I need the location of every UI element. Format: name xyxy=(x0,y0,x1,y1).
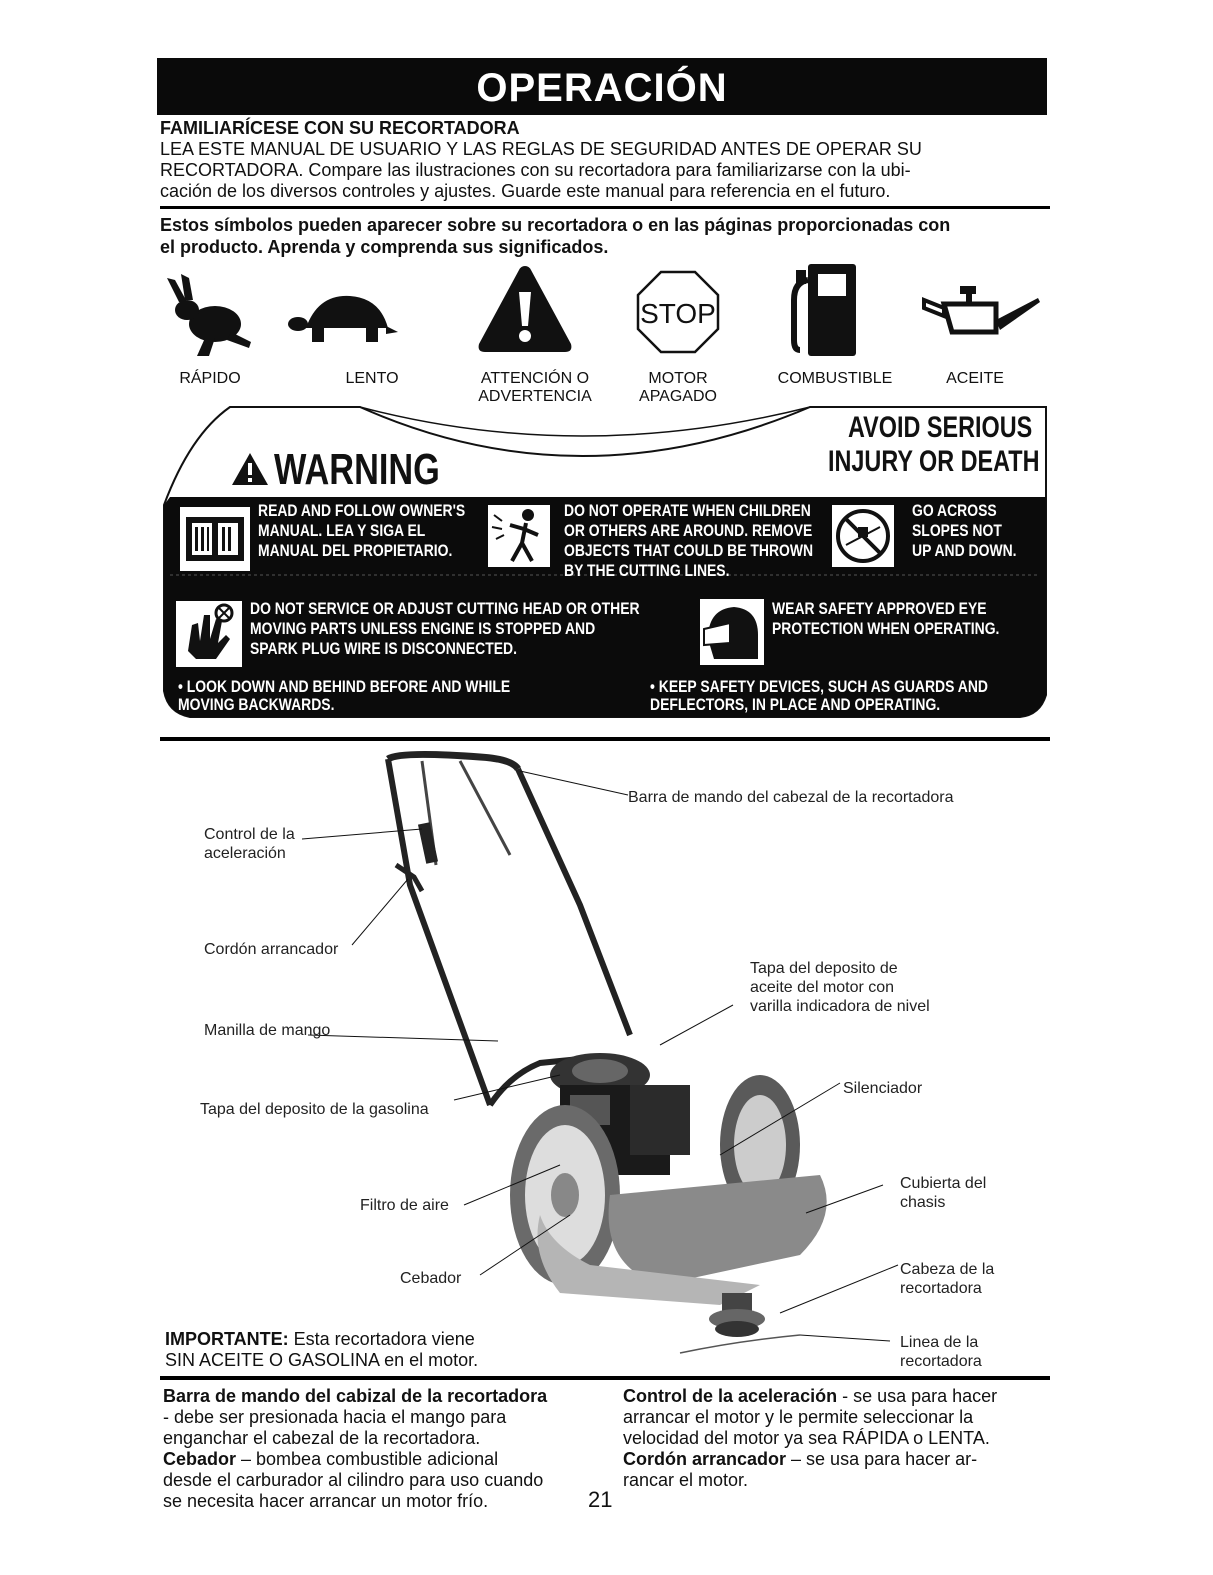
oil-can-icon xyxy=(922,280,1042,340)
callout-deck-1: Cubierta del xyxy=(900,1175,987,1192)
intro-line-3: cación de los diversos controles y ajustes. Guarde este manual para referencia en el futuro. xyxy=(160,181,891,201)
row1-msg2-line2: OR OTHERS ARE AROUND. REMOVE xyxy=(564,521,813,540)
row1-msg2-line4: BY THE CUTTING LINES. xyxy=(564,561,730,580)
def-bail-line-1: - debe ser presionada hacia el mango para xyxy=(163,1407,507,1427)
callout-fuelcap: Tapa del deposito de la gasolina xyxy=(200,1101,429,1118)
def-throttle-term: Control de la aceleración xyxy=(623,1386,838,1406)
symbol-label-motor: MOTOR xyxy=(648,370,708,387)
bullet2-line1: • KEEP SAFETY DEVICES, SUCH AS GUARDS AND xyxy=(650,677,988,696)
avoid-line-1: AVOID SERIOUS xyxy=(848,411,1033,444)
divider xyxy=(160,737,1050,741)
def-starter-line-1: – se usa para hacer ar- xyxy=(786,1449,978,1469)
avoid-line-2: INJURY OR DEATH xyxy=(828,445,1040,478)
row2-msg1-line3: SPARK PLUG WIRE IS DISCONNECTED. xyxy=(250,639,517,658)
warning-title-text: WARNING xyxy=(274,445,440,494)
row1-msg3-line3: UP AND DOWN. xyxy=(912,541,1017,560)
symbol-label-apagado: APAGADO xyxy=(639,388,717,405)
def-bail-term: Barra de mando del cabizal de la recortadora xyxy=(163,1386,548,1406)
hand-injury-icon xyxy=(176,601,242,667)
fuel-pump-icon xyxy=(786,260,866,360)
callout-airfilter: Filtro de aire xyxy=(360,1197,449,1214)
important-note-line-1 xyxy=(165,1329,475,1350)
warning-decal xyxy=(150,395,1050,735)
intro-heading: FAMILIARÍCESE CON SU RECORTADORA xyxy=(160,118,520,138)
def-primer xyxy=(163,1449,498,1470)
callout-line-1: Linea de la xyxy=(900,1334,979,1351)
row2-msg2-line1: WEAR SAFETY APPROVED EYE xyxy=(772,599,987,618)
callout-dipstick-1: Tapa del deposito de xyxy=(750,960,898,977)
manual-book-icon xyxy=(180,507,250,571)
def-throttle-line-2: arrancar el motor y le permite seleccionar la xyxy=(623,1407,974,1427)
divider xyxy=(160,206,1050,209)
row2-msg1-line2: MOVING PARTS UNLESS ENGINE IS STOPPED AND xyxy=(250,619,596,638)
symbol-label-rapido: RÁPIDO xyxy=(179,370,241,387)
no-slope-icon xyxy=(832,505,894,567)
callout-starter: Cordón arrancador xyxy=(204,941,339,958)
row1-msg1-line1: READ AND FOLLOW OWNER'S xyxy=(258,501,466,520)
symbol-label-aceite: ACEITE xyxy=(946,370,1004,387)
row2-msg2-line2: PROTECTION WHEN OPERATING. xyxy=(772,619,1000,638)
def-throttle-line-1: - se usa para hacer xyxy=(837,1386,998,1406)
def-bail-line-2: enganchar el cabezal de la recortadora. xyxy=(163,1428,481,1448)
bullet2-line2: DEFLECTORS, IN PLACE AND OPERATING. xyxy=(650,695,941,714)
bystander-icon xyxy=(488,505,550,567)
callout-handle: Manilla de mango xyxy=(204,1022,331,1039)
symbol-label-lento: LENTO xyxy=(345,370,399,387)
callout-head-2: recortadora xyxy=(900,1280,982,1297)
callout-throttle-1: Control de la xyxy=(204,826,295,843)
divider xyxy=(160,1376,1050,1380)
symbol-label-combustible: COMBUSTIBLE xyxy=(777,370,893,387)
callout-head-1: Cabeza de la xyxy=(900,1261,995,1278)
def-primer-term: Cebador xyxy=(163,1449,237,1469)
stop-sign-icon xyxy=(636,270,720,354)
page-title: OPERACIÓN xyxy=(476,66,728,110)
callout-dipstick-2: aceite del motor con xyxy=(750,979,895,996)
callout-deck-2: chasis xyxy=(900,1194,946,1211)
important-text-1: Esta recortadora viene xyxy=(288,1329,475,1349)
warning-small-triangle-icon xyxy=(230,451,270,487)
important-label: IMPORTANTE: xyxy=(165,1329,289,1349)
symbols-intro-line-2: el producto. Aprenda y comprenda sus significados. xyxy=(160,237,609,257)
def-throttle xyxy=(623,1386,997,1407)
callout-muffler: Silenciador xyxy=(843,1080,923,1097)
page-number: 21 xyxy=(588,1487,613,1512)
bullet1-line1: • LOOK DOWN AND BEHIND BEFORE AND WHILE xyxy=(178,677,511,696)
symbols-intro-line-1: Estos símbolos pueden aparecer sobre su recortadora o en las páginas proporcionadas con xyxy=(160,215,951,235)
symbol-label-atencion: ATTENCIÓN O xyxy=(480,370,590,387)
callout-bail: Barra de mando del cabezal de la recortadora xyxy=(628,789,954,806)
def-throttle-line-3: velocidad del motor ya sea RÁPIDA o LENTA. xyxy=(623,1428,990,1448)
page-title-banner xyxy=(157,58,1047,115)
turtle-icon xyxy=(288,290,398,350)
row1-msg2-line1: DO NOT OPERATE WHEN CHILDREN xyxy=(564,501,811,520)
intro-line-1: LEA ESTE MANUAL DE USUARIO Y LAS REGLAS DE SEGURIDAD ANTES DE OPERAR SU xyxy=(160,139,922,159)
callout-dipstick-3: varilla indicadora de nivel xyxy=(750,998,930,1015)
callout-primer: Cebador xyxy=(400,1270,462,1287)
stop-sign-text: STOP xyxy=(640,298,716,329)
def-starter xyxy=(623,1449,977,1470)
row1-msg3-line2: SLOPES NOT xyxy=(912,521,1002,540)
rabbit-icon xyxy=(165,272,255,362)
row1-msg1-line3: MANUAL DEL PROPIETARIO. xyxy=(258,541,453,560)
def-primer-line-3: se necesita hacer arrancar un motor frío. xyxy=(163,1491,489,1511)
eye-protection-icon xyxy=(700,599,764,665)
def-starter-line-2: rancar el motor. xyxy=(623,1470,749,1490)
row1-msg1-line2: MANUAL. LEA Y SIGA EL xyxy=(258,521,426,540)
warning-triangle-icon xyxy=(475,262,575,357)
def-primer-line-1: – bombea combustible adicional xyxy=(236,1449,499,1469)
symbol-label-advertencia: ADVERTENCIA xyxy=(478,388,592,405)
bullet1-line2: MOVING BACKWARDS. xyxy=(178,695,335,714)
def-primer-line-2: desde el carburador al cilindro para uso cuando xyxy=(163,1470,544,1490)
def-starter-term: Cordón arrancador xyxy=(623,1449,787,1469)
important-text-2: SIN ACEITE O GASOLINA en el motor. xyxy=(165,1350,479,1370)
callout-line-2: recortadora xyxy=(900,1353,982,1370)
intro-line-2: RECORTADORA. Compare las ilustraciones con su recortadora para familiarizarse con la ubi- xyxy=(160,160,911,180)
row1-msg3-line1: GO ACROSS xyxy=(912,501,997,520)
callout-throttle-2: aceleración xyxy=(204,845,286,862)
row2-msg1-line1: DO NOT SERVICE OR ADJUST CUTTING HEAD OR OTHER xyxy=(250,599,640,618)
row1-msg2-line3: OBJECTS THAT COULD BE THROWN xyxy=(564,541,814,560)
